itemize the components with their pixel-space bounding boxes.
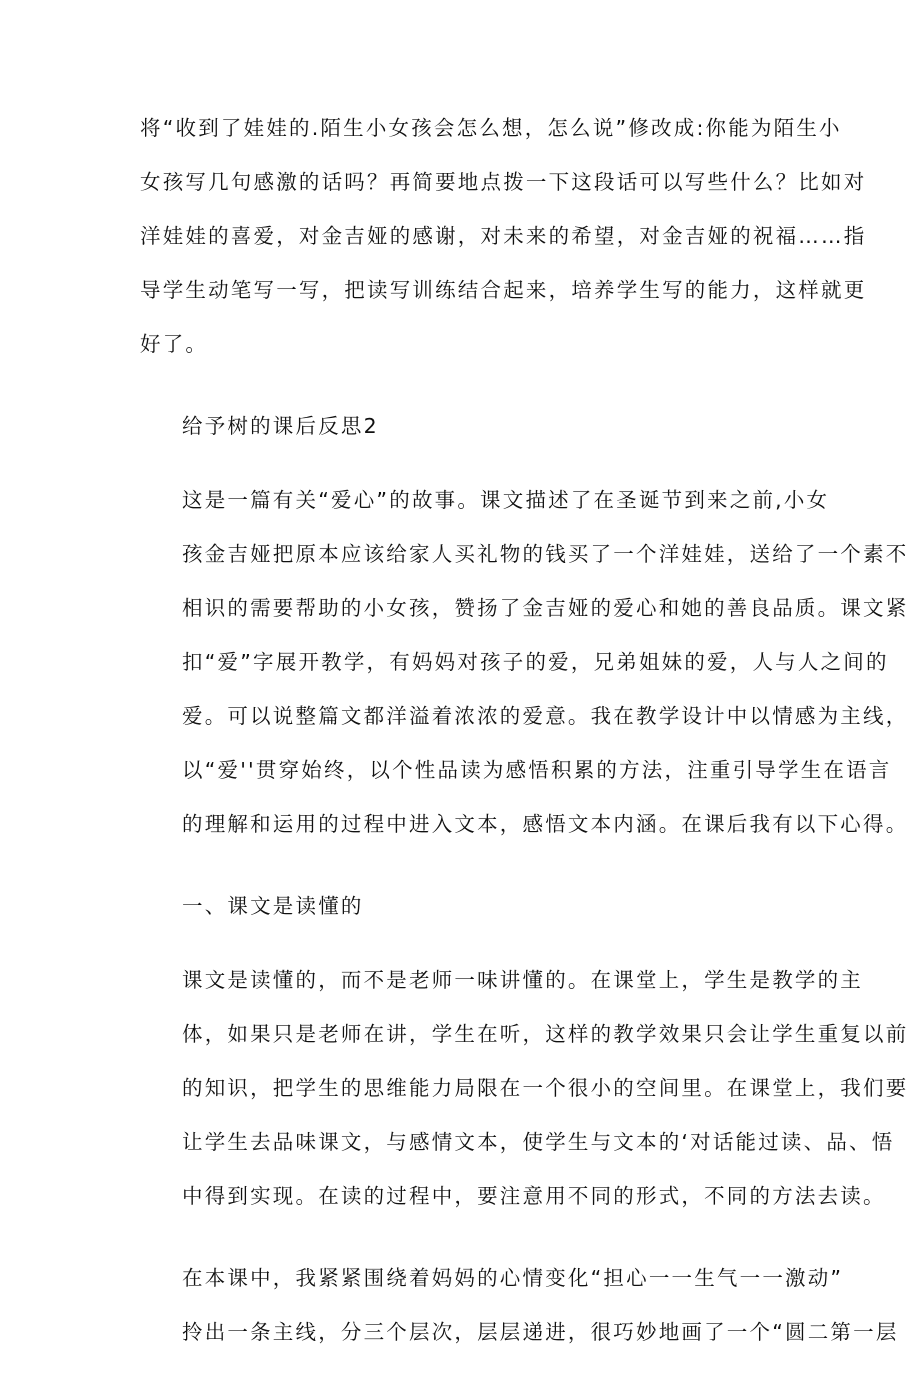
subsection-title: 一、课文是读懂的: [182, 894, 364, 918]
paragraph-lesson-structure: [140, 1251, 899, 1359]
text-line: 孩金吉娅把原本应该给家人买礼物的钱买了一个洋娃娃，送给了一个素不: [182, 542, 909, 566]
text-line: 扣“爱”字展开教学，有妈妈对孩子的爱，兄弟姐妹的爱，人与人之间的: [182, 650, 889, 674]
text-line: 这是一篇有关“爱心”的故事。课文描述了在圣诞节到来之前,小女: [182, 488, 830, 512]
text-line: 在本课中，我紧紧围绕着妈妈的心情变化“担心一一生气一一激动”: [182, 1266, 844, 1290]
text-line: 中得到实现。在读的过程中，要注意用不同的形式，不同的方法去读。: [182, 1184, 886, 1208]
text-line: 相识的需要帮助的小女孩，赞扬了金吉娅的爱心和她的善良品质。课文紧: [182, 596, 909, 620]
text-line: 的知识，把学生的思维能力局限在一个很小的空间里。在课堂上，我们要: [182, 1076, 909, 1100]
text-line: 课文是读懂的，而不是老师一味讲懂的。在课堂上，学生是教学的主: [182, 968, 863, 992]
text-line: 拎出一条主线，分三个层次，层层递进，很巧妙地画了一个“圆二第一层: [182, 1320, 899, 1344]
paragraph-revision-suggestion: [140, 101, 867, 371]
document-body: [140, 101, 909, 1387]
text-line: 将“收到了娃娃的.陌生小女孩会怎么想，怎么说”修改成:你能为陌生小: [140, 116, 842, 140]
paragraph-reading-understanding: [140, 953, 909, 1223]
text-line: 导学生动笔写一写，把读写训练结合起来，培养学生写的能力，这样就更: [140, 278, 867, 302]
text-line: 以“爱''贯穿始终，以个性品读为感悟积累的方法，注重引导学生在语言: [182, 758, 892, 782]
paragraph-story-summary: [140, 473, 909, 851]
text-line: 女孩写几句感激的话吗？再简要地点拨一下这段话可以写些什么？比如对: [140, 170, 867, 194]
text-line: 爱。可以说整篇文都洋溢着浓浓的爱意。我在教学设计中以情感为主线，: [182, 704, 909, 728]
text-line: 好了。: [140, 332, 209, 356]
text-line: 洋娃娃的喜爱，对金吉娅的感谢，对未来的希望，对金吉娅的祝福……指: [140, 224, 867, 248]
text-line: 的理解和运用的过程中进入文本，感悟文本内涵。在课后我有以下心得。: [182, 812, 909, 836]
section-title: 给予树的课后反思2: [182, 414, 379, 438]
text-line: 体，如果只是老师在讲，学生在听，这样的教学效果只会让学生重复以前: [182, 1022, 909, 1046]
text-line: 让学生去品味课文，与感情文本，使学生与文本的‘对话能过读、品、悟: [182, 1130, 895, 1154]
